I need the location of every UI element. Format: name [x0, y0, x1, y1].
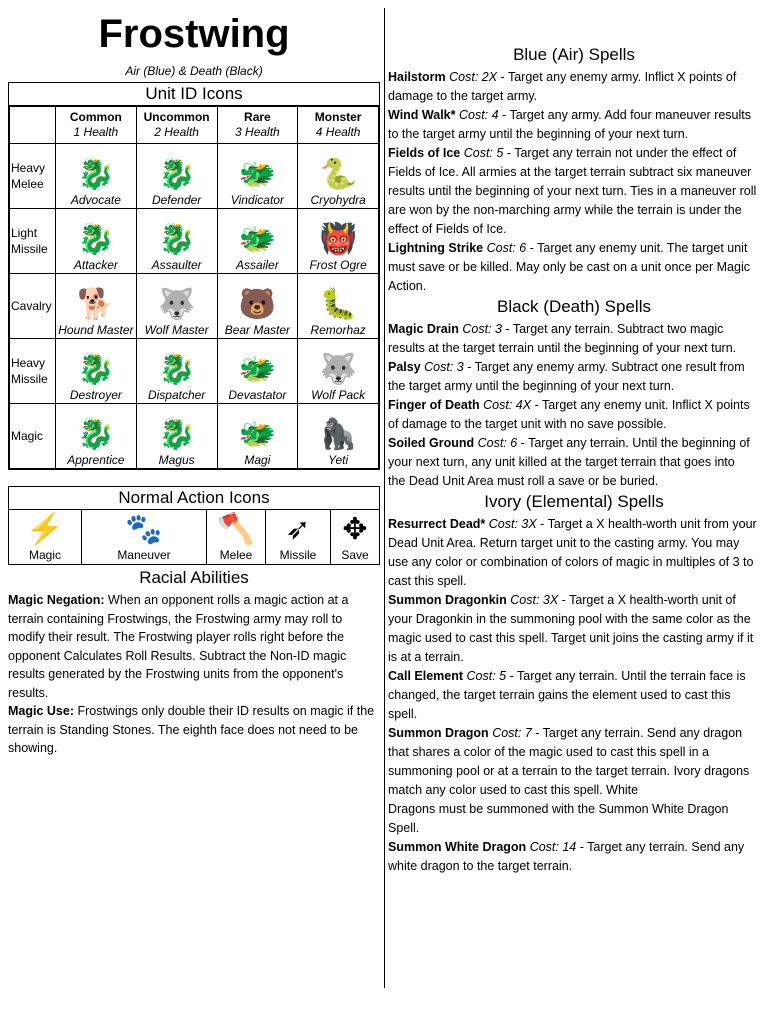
bear-icon: 🐻: [238, 288, 277, 321]
normal-action-icons-header: Normal Action Icons: [9, 487, 379, 510]
row-label: Light Missile: [10, 209, 56, 274]
creature-icon: 🐉: [157, 418, 196, 451]
creature-icon: 🐲: [238, 158, 277, 191]
column-common: Common 1 Health: [56, 107, 137, 144]
action-magic: ⚡ Magic: [9, 510, 82, 564]
spell-entry: Resurrect Dead* Cost: 3X - Target a X health-worth unit from your Dead Unit Area. Return target unit to the casting army. You may use any color or combination of colors of magic in multiples of 3 to cast this spell.: [388, 517, 757, 588]
unit-table: [9, 106, 379, 469]
unit-cell: 🐲 Assailer: [217, 209, 298, 274]
spell-entry: Wind Walk* Cost: 4 - Target any army. Add four maneuver results to the target army until the beginning of your next turn.: [388, 108, 752, 141]
racial-abilities: [8, 591, 380, 758]
unit-cell: 🐍 Cryohydra: [298, 144, 379, 209]
row-label: Heavy Missile: [10, 339, 56, 404]
creature-icon: 🐲: [238, 223, 277, 256]
unit-cell: 🦍 Yeti: [298, 404, 379, 469]
spell-entry: Call Element Cost: 5 - Target any terrain. Until the terrain face is changed, the target terrain gains the element used to cast this spell.: [388, 669, 746, 721]
wolf-icon: 🐺: [157, 288, 196, 321]
spell-entry: Lightning Strike Cost: 6 - Target any enemy unit. The target unit must save or be killed. May only be cast on a unit once per Magic Action.: [388, 241, 750, 293]
ability-paragraph: Magic Negation: When an opponent rolls a magic action at a terrain containing Frostwings, the Frostwing army may roll to modify their result. The Frostwing player rolls right before the opponent Calculates Roll Results. Subtract the Non-ID magic results generated by the Frostwing units from the opponent's results.: [8, 593, 349, 700]
unit-cell: 🐲 Vindicator: [217, 144, 298, 209]
unit-row-heavy-melee: [10, 144, 379, 209]
unit-row-heavy-missile: [10, 339, 379, 404]
paw-prints-icon: 🐾: [125, 513, 163, 546]
unit-cell: 🐉 Assaulter: [136, 209, 217, 274]
ivory-spells-header: Ivory (Elemental) Spells: [484, 492, 664, 511]
spell-entry: Finger of Death Cost: 4X - Target any enemy unit. Inflict X points of damage to the target unit with no save possible.: [388, 398, 750, 431]
creature-icon: 🐉: [77, 158, 115, 191]
page-title: Frostwing: [98, 12, 290, 56]
remorhaz-icon: 🐛: [319, 288, 357, 321]
creature-icon: 🐉: [77, 353, 115, 386]
left-column: [8, 10, 380, 758]
action-icons-row: [9, 510, 379, 564]
column-divider: [384, 8, 385, 988]
spell-entry: Soiled Ground Cost: 6 - Target any terrain. Until the beginning of your next turn, any unit killed at the target terrain that goes into: [388, 436, 750, 469]
unit-cell: 🐕 Hound Master: [56, 274, 137, 339]
black-spells-header: Black (Death) Spells: [496, 297, 651, 316]
creature-icon: 🐉: [157, 223, 196, 256]
creature-icon: 🐉: [157, 353, 196, 386]
racial-abilities-header: Racial Abilities: [139, 568, 249, 587]
spell-entry: Summon Dragonkin Cost: 3X - Target a X health-worth unit of your Dragonkin in the summoning pool with the same color as the magic used to cast this spell. Target unit joins the casting army if it is at a terrain.: [388, 593, 754, 664]
spell-entry-continued: Dragons must be summoned with the Summon White Dragon Spell.: [388, 802, 729, 835]
unit-cell: 🐺 Wolf Master: [136, 274, 217, 339]
blue-spells-header: Blue (Air) Spells: [513, 45, 635, 64]
creature-icon: 🐉: [157, 158, 196, 191]
spell-entry: Summon Dragon Cost: 7 - Target any terrain. Send any dragon that shares a color of the magic used to cast this spell in a summoning pool or at a terrain to the target terrain. Ivory dragons match any color used to cast this spell. White: [388, 726, 750, 797]
unit-table-corner: [10, 107, 56, 144]
unit-row-light-missile: [10, 209, 379, 274]
action-save: ✥ Save: [331, 510, 379, 564]
unit-cell: 🐻 Bear Master: [217, 274, 298, 339]
unit-cell: 🐉 Attacker: [56, 209, 137, 274]
spell-entry: Fields of Ice Cost: 5 - Target any terrain not under the effect of Fields of Ice. All armies at the target terrain subtract six maneuver results until the beginning of your next turn. Ties in a maneuver roll are won by the non-marching army while the terrain is under the effect of Fields of Ice.: [388, 146, 757, 236]
unit-id-icons-box: [8, 82, 380, 470]
unit-cell: 🐉 Destroyer: [56, 339, 137, 404]
action-missile: ➶ Missile: [266, 510, 331, 564]
creature-icon: 🐲: [238, 418, 277, 451]
hound-icon: 🐕: [77, 288, 115, 321]
spell-entry: Summon White Dragon Cost: 14 - Target any terrain. Send any white dragon to the target terrain.: [388, 840, 745, 873]
unit-row-magic: [10, 404, 379, 469]
creature-icon: 🐉: [77, 223, 115, 256]
unit-cell: 🐺 Wolf Pack: [298, 339, 379, 404]
row-label: Cavalry: [10, 274, 56, 339]
unit-table-header-row: [10, 107, 379, 144]
ability-paragraph: Magic Use: Frostwings only double their ID results on magic if the terrain is Standing Stones. The eighth face does not need to be showing.: [8, 704, 375, 755]
page-subtitle: Air (Blue) & Death (Black): [125, 64, 263, 78]
unit-cell: 🐉 Magus: [136, 404, 217, 469]
unit-cell: 🐛 Remorhaz: [298, 274, 379, 339]
row-label: Heavy Melee: [10, 144, 56, 209]
creature-icon: 🐉: [77, 418, 115, 451]
column-uncommon: Uncommon 2 Health: [136, 107, 217, 144]
normal-action-icons-box: [8, 486, 380, 565]
wolf-pack-icon: 🐺: [319, 353, 357, 386]
spell-entry: Hailstorm Cost: 2X - Target any enemy army. Inflict X points of damage to the target army.: [388, 70, 737, 103]
column-monster: Monster 4 Health: [298, 107, 379, 144]
action-melee: 🪓 Melee: [207, 510, 266, 564]
unit-cell: 🐉 Defender: [136, 144, 217, 209]
ogre-icon: 👹: [319, 223, 357, 256]
magic-icon: ⚡: [26, 513, 64, 546]
unit-cell: 🐲 Magi: [217, 404, 298, 469]
spell-entry: Palsy Cost: 3 - Target any enemy army. Subtract one result from the target army until the beginning of your next turn.: [388, 360, 745, 393]
unit-cell: 🐉 Dispatcher: [136, 339, 217, 404]
unit-cell: 🐉 Advocate: [56, 144, 137, 209]
unit-cell: 👹 Frost Ogre: [298, 209, 379, 274]
unit-cell: 🐉 Apprentice: [56, 404, 137, 469]
yeti-icon: 🦍: [319, 418, 357, 451]
creature-icon: 🐲: [238, 353, 277, 386]
unit-row-cavalry: [10, 274, 379, 339]
right-column: [388, 44, 760, 876]
axe-icon: 🪓: [217, 513, 255, 546]
row-label: Magic: [10, 404, 56, 469]
action-maneuver: 🐾 Maneuver: [82, 510, 207, 564]
column-rare: Rare 3 Health: [217, 107, 298, 144]
shield-icon: ✥: [342, 513, 368, 546]
unit-cell: 🐲 Devastator: [217, 339, 298, 404]
spell-entry-continued: the Dead Unit Area must roll a save or be buried.: [388, 474, 659, 488]
unit-id-icons-header: Unit ID Icons: [9, 83, 379, 106]
spear-icon: ➶: [285, 513, 311, 546]
hydra-icon: 🐍: [319, 158, 357, 191]
spell-entry: Magic Drain Cost: 3 - Target any terrain. Subtract two magic results at the target terrain until the beginning of your next turn.: [388, 322, 737, 355]
